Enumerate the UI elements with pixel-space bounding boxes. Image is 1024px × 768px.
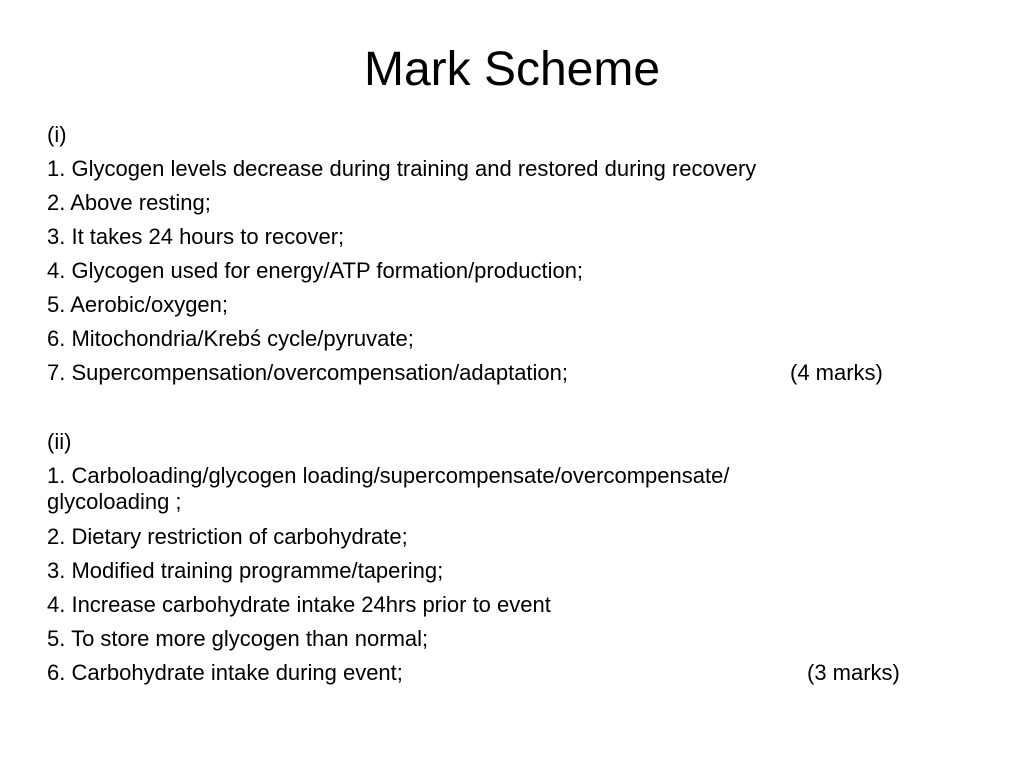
slide-title: Mark Scheme xyxy=(363,43,661,96)
part-ii-item-5: 5. To store more glycogen than normal; xyxy=(47,626,429,651)
part-ii-item-1-cont: glycoloading ; xyxy=(47,489,182,514)
part-i-item-7: 7. Supercompensation/overcompensation/adaptation; xyxy=(47,360,569,385)
part-i-label: (i) xyxy=(47,122,67,147)
part-ii-label: (ii) xyxy=(47,429,72,454)
part-ii-item-2: 2. Dietary restriction of carbohydrate; xyxy=(47,524,408,549)
part-ii-marks: (3 marks) xyxy=(807,660,900,685)
part-i-item-2: 2. Above resting; xyxy=(47,190,211,215)
part-i-item-1: 1. Glycogen levels decrease during training and restored during recovery xyxy=(47,156,757,181)
part-i-item-3: 3. It takes 24 hours to recover; xyxy=(47,224,345,249)
part-i-item-4: 4. Glycogen used for energy/ATP formation/production; xyxy=(47,258,584,283)
part-i-item-5: 5. Aerobic/oxygen; xyxy=(47,292,229,317)
part-ii-item-1: 1. Carboloading/glycogen loading/supercompensate/overcompensate/ xyxy=(47,463,730,488)
part-ii-item-3: 3. Modified training programme/tapering; xyxy=(47,558,444,583)
part-i-item-6: 6. Mitochondria/Krebś cycle/pyruvate; xyxy=(47,326,414,351)
part-ii-item-6: 6. Carbohydrate intake during event; xyxy=(47,660,403,685)
part-ii-item-4: 4. Increase carbohydrate intake 24hrs prior to event xyxy=(47,592,551,617)
part-i-marks: (4 marks) xyxy=(790,360,883,385)
